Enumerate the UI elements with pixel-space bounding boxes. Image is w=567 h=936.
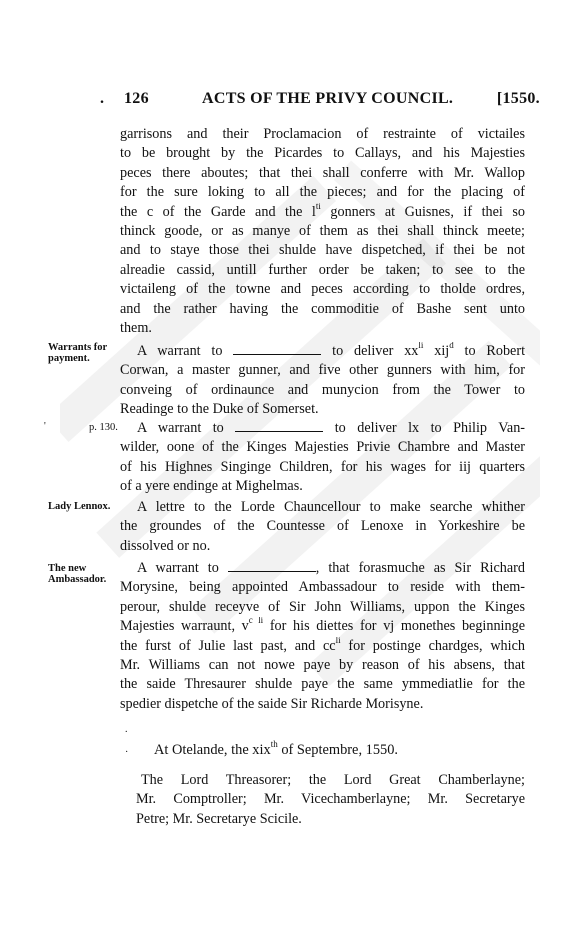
text-line: Mr. Williams can not nowe paye by reason of his absens, that	[120, 656, 525, 673]
superscript: li	[418, 342, 424, 351]
text-line	[120, 559, 525, 578]
text-segment: for his diettes for vj monethes beginninge	[263, 618, 525, 635]
text-segment: A warrant to	[137, 420, 224, 436]
text-line: Corwan, a master gunner, and five other gunners with him, for	[120, 362, 525, 379]
text-segment: to Robert	[453, 343, 525, 359]
margin-speck: .	[125, 724, 128, 735]
header-dot: .	[100, 90, 105, 107]
text-segment: to deliver xx	[332, 343, 419, 359]
text-line: of his Highnes Singinge Children, for his wages for iij quarters	[120, 458, 525, 475]
text-segment: A warrant to	[137, 343, 223, 359]
text-line: and to staye those thei shulde have dispetched, if thei be not	[120, 242, 525, 259]
text-line: to be brought by the Picardes to Callays, and his Majesties	[120, 145, 525, 162]
text-line: conveing of ordinaunce and munycion from the Tower to	[120, 381, 525, 398]
letter-entry	[120, 498, 525, 556]
text-line: spedier dispetche of the saide Sir Richarde Morisyne.	[120, 695, 424, 712]
superscript: li	[335, 636, 341, 645]
superscript: d	[449, 342, 454, 351]
text-line: wilder, oone of the Kinges Majesties Privie Chambre and Master	[120, 439, 525, 456]
text-line: Morysine, being appointed Ambassadour to reside with them-	[120, 579, 525, 596]
margin-note-ambassador: The new Ambassador.	[48, 563, 107, 585]
text-segment: , that forasmuche as Sir Richard	[315, 560, 525, 576]
text-line: garrisons and their Proclamacion of restrainte of victailes	[120, 126, 525, 142]
text-line	[120, 419, 525, 438]
running-year: [1550.	[496, 90, 540, 107]
margin-speck: '	[44, 421, 46, 432]
text-line: victaileng of the towne and peces according to tholde ordres,	[120, 281, 525, 298]
running-header	[100, 90, 540, 112]
page-number: 126	[124, 90, 149, 107]
superscript: ti	[315, 202, 321, 211]
text-segment: for postinge chardges, which	[340, 637, 525, 654]
blank-line	[233, 344, 321, 355]
margin-speck: ·	[125, 747, 129, 758]
margin-page-reference: p. 130.	[89, 422, 118, 433]
text-line: peces there aboutes; that thei shall conferre with Mr. Wallop	[120, 164, 525, 181]
text-line	[120, 617, 525, 636]
margin-note-warrants: Warrants for payment.	[48, 342, 108, 364]
text-line: dissolved or no.	[120, 537, 211, 554]
meeting-place-heading	[154, 739, 399, 759]
text-line: Mr. Comptroller; Mr. Vicechamberlayne; Mr. Secretarye	[136, 791, 525, 808]
blank-line	[235, 421, 323, 432]
superscript: th	[270, 739, 278, 750]
text-segment: At Otelande, the xix	[154, 742, 271, 758]
text-segment: xij	[423, 343, 450, 359]
superscript: c li	[248, 617, 264, 626]
text-line: thinck goode, or as manye of them as thei shall thinck meete;	[120, 222, 525, 239]
text-line	[120, 342, 525, 361]
text-segment: to deliver lx to Philip Van-	[334, 420, 525, 436]
text-line: the groundes of the Countesse of Lenoxe in Yorkeshire be	[120, 518, 525, 535]
warrant-entry-3	[120, 559, 525, 714]
text-line	[120, 637, 525, 656]
text-line: of a yere endinge at Mighelmas.	[120, 478, 303, 495]
text-segment: the c of the Garde and the l	[120, 203, 316, 220]
warrant-entry-1	[120, 342, 525, 420]
margin-note-lady-lennox: Lady Lennox.	[48, 501, 111, 512]
blank-line	[228, 561, 316, 572]
text-line: and the rather having the commoditie of Bashe sent unto	[120, 300, 525, 317]
text-line: perour, shulde receyve of Sir John Williams, uppon the Kinges	[120, 598, 525, 615]
text-segment: the furst of Julie last past, and cc	[120, 637, 336, 654]
text-line: Petre; Mr. Secretarye Scicile.	[136, 810, 302, 827]
text-line: Readinge to the Duke of Somerset.	[120, 401, 319, 418]
text-line: for the sure loking to all the pieces; and for the placing of	[120, 184, 525, 201]
text-line	[120, 203, 525, 222]
continuation-paragraph	[120, 125, 525, 338]
text-line: the saide Thresaurer shulde paye the same ymmediatlie for the	[120, 676, 525, 693]
text-segment: gonners at Guisnes, if thei so	[320, 203, 525, 220]
text-segment: of Septembre, 1550.	[277, 742, 399, 758]
text-line: The Lord Threasorer; the Lord Great Chamberlayne;	[141, 772, 525, 788]
text-line: them.	[120, 319, 152, 336]
text-segment: A warrant to	[137, 560, 219, 576]
attendance-list	[136, 771, 525, 829]
text-segment: Majesties warraunt, v	[120, 618, 249, 635]
text-line: A lettre to the Lorde Chauncellour to make searche whither	[137, 499, 525, 515]
text-line: alreadie cassid, untill further order be taken; to see to the	[120, 261, 525, 278]
warrant-entry-2	[120, 419, 525, 497]
running-title: ACTS OF THE PRIVY COUNCIL.	[202, 90, 454, 107]
